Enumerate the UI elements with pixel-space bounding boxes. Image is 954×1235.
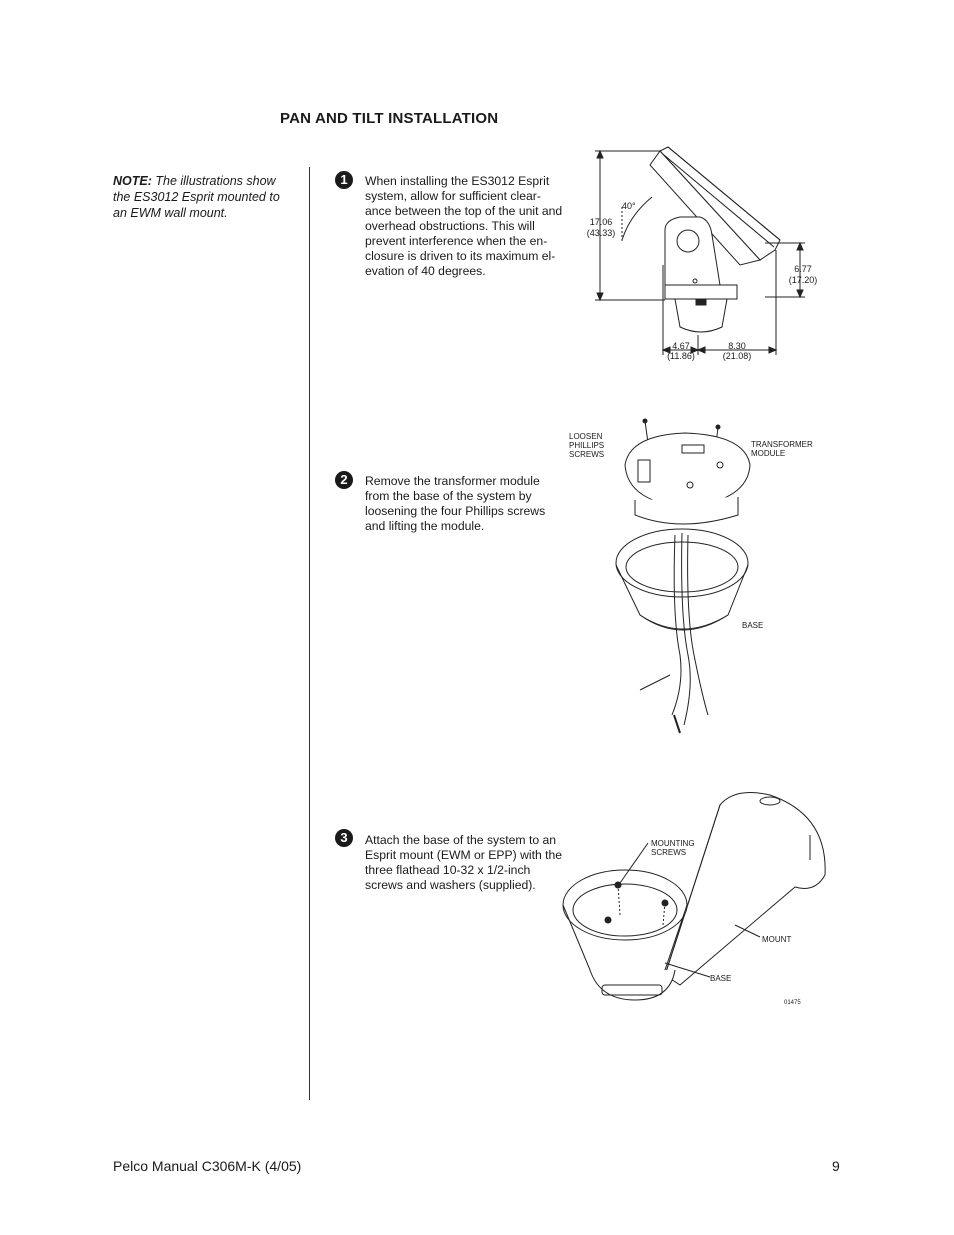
note-sidebar xyxy=(113,173,295,221)
step-3-text: Attach the base of the system to an Esprit mount (EWM or EPP) with the three flathead 10-32 x 1/2-inch screws and washers (supplied). xyxy=(365,833,563,892)
label-loosen-line1: LOOSEN xyxy=(569,432,603,441)
column-divider xyxy=(309,167,310,1100)
label-base-3: BASE xyxy=(710,974,732,983)
note-text: The illustrations show the ES3012 Esprit mounted to an EWM wall mount. xyxy=(113,174,280,220)
step-1-text: When installing the ES3012 Esprit system, allow for sufficient clear-ance between the top of the unit and overhead obstructions. This will prevent interference when the en-closure is driven to its maximum el-evation of 40 degrees. xyxy=(365,174,563,278)
label-loosen-line2: PHILLIPS xyxy=(569,441,605,450)
dim-right-cm: (17.20) xyxy=(788,275,818,285)
dim-depth-cm: (21.08) xyxy=(722,351,752,361)
dim-height-in: 17.06 xyxy=(589,217,613,227)
page-number: 9 xyxy=(832,1158,840,1174)
dim-angle: 40° xyxy=(622,201,636,211)
label-mount: MOUNT xyxy=(762,935,792,944)
figure-code: 01475 xyxy=(784,1000,801,1006)
dim-depth-in: 8.30 xyxy=(728,341,746,351)
dim-left-in: 4.67 xyxy=(672,341,690,351)
dim-left-cm: (11.86) xyxy=(667,351,695,361)
figure-1-dimensions-drawing xyxy=(590,145,830,365)
label-mounting-line1: MOUNTING xyxy=(651,839,695,848)
section-heading: PAN AND TILT INSTALLATION xyxy=(280,110,499,127)
label-mounting-line2: SCREWS xyxy=(651,848,687,857)
label-base-2: BASE xyxy=(742,621,764,630)
step-1-number: 1 xyxy=(335,171,353,189)
step-2-text: Remove the transformer module from the base of the system by loosening the four Phillips screws and lifting the module. xyxy=(365,474,546,533)
figure-2-transformer-removal-drawing xyxy=(610,415,770,745)
step-3-number: 3 xyxy=(335,829,353,847)
note-label: NOTE: xyxy=(113,174,152,188)
label-transformer-line2: MODULE xyxy=(751,449,786,458)
label-loosen-line3: SCREWS xyxy=(569,450,605,459)
dim-height-cm: (43.33) xyxy=(586,228,616,238)
label-transformer-line1: TRANSFORMER xyxy=(751,440,813,449)
figure-3-base-mount-drawing xyxy=(560,785,840,1015)
dim-right-in: 6.77 xyxy=(794,264,812,274)
step-2-number: 2 xyxy=(335,471,353,489)
footer-manual-id: Pelco Manual C306M-K (4/05) xyxy=(113,1158,302,1174)
